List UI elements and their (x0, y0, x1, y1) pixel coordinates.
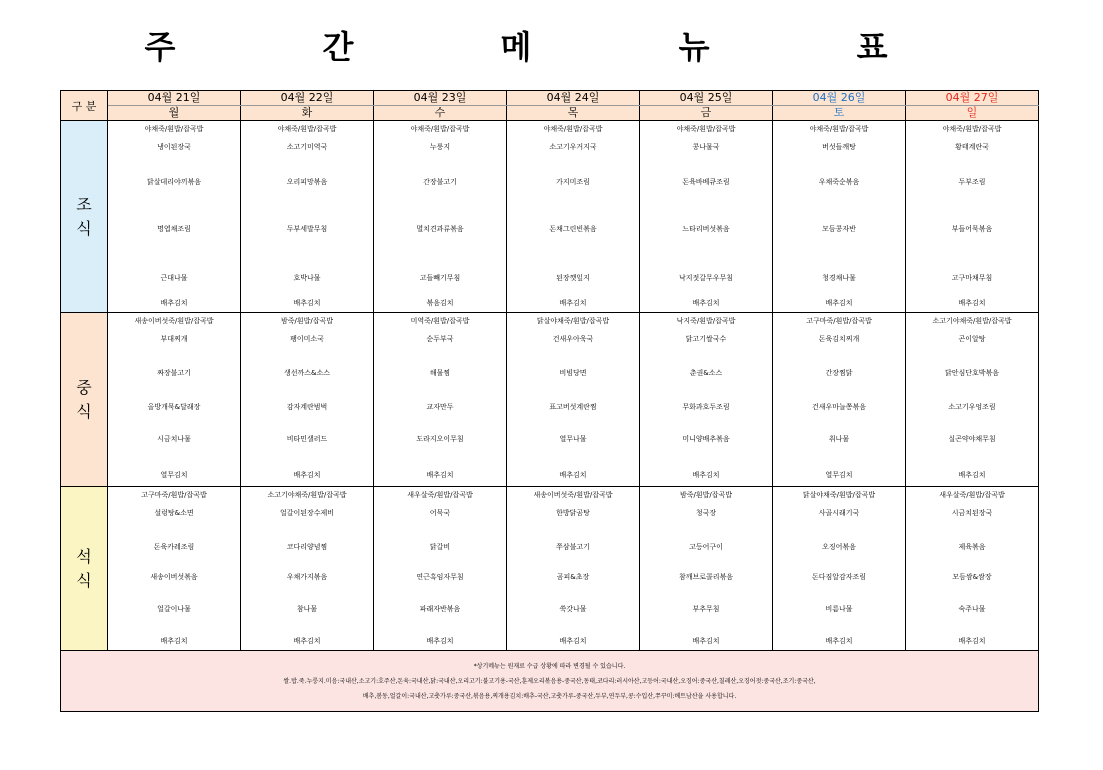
menu-item: 부추무침 (692, 605, 720, 613)
menu-item: 교자만두 (426, 403, 454, 411)
menu-item: 사골시래기국 (818, 509, 860, 517)
dinner-day-4-cell (507, 487, 640, 651)
menu-item: 간장찜닭 (825, 369, 853, 377)
header-weekday-2: 화 (241, 106, 374, 121)
menu-item: 볶음김치 (426, 299, 454, 307)
menu-item: 표고버섯계란찜 (549, 403, 597, 411)
breakfast-day-5-cell (640, 121, 773, 313)
menu-item: 청경채나물 (822, 274, 856, 282)
header-date-3: 04월 23일 (374, 91, 507, 106)
menu-item: 설렁탕&소면 (154, 509, 194, 517)
menu-item: 새송이버섯죽/흰밥/잡곡밥 (134, 317, 214, 325)
footer-line1: *상기메뉴는 원재료 수급 상황에 따라 변경될 수 있습니다. (473, 662, 626, 670)
header-date-5: 04월 25일 (640, 91, 773, 106)
breakfast-label (61, 121, 108, 313)
menu-item: 숙주나물 (958, 605, 986, 613)
origin-notice (61, 651, 1039, 712)
menu-item: 돈육바베큐조림 (682, 178, 730, 186)
menu-item: 도라지오이무침 (416, 435, 464, 443)
menu-item: 부들어묵볶음 (951, 225, 993, 233)
menu-item: 연근흑임자무침 (416, 573, 464, 581)
menu-item: 밤죽/흰밥/잡곡밥 (679, 491, 733, 499)
header-weekday-4: 목 (507, 106, 640, 121)
menu-item: 두부세발무침 (286, 225, 328, 233)
menu-item: 배추김치 (958, 637, 986, 645)
header-weekday-5: 금 (640, 106, 773, 121)
lunch-day-5-cell (640, 313, 773, 487)
breakfast-row (61, 121, 1039, 313)
menu-item: 된장깻잎지 (556, 274, 590, 282)
menu-item: 냉이된장국 (157, 143, 191, 151)
menu-item: 배추김치 (559, 471, 587, 479)
menu-item: 곤이알탕 (958, 335, 986, 343)
menu-item: 돈육카레조림 (153, 543, 195, 551)
menu-item: 배추김치 (559, 299, 587, 307)
menu-item: 돈채그린빈볶음 (549, 225, 597, 233)
menu-item: 야채죽/흰밥/잡곡밥 (942, 125, 1002, 133)
breakfast-day-4-cell (507, 121, 640, 313)
menu-item: 건새우마늘쫑볶음 (811, 403, 867, 411)
menu-item: 소고기야채죽/흰밥/잡곡밥 (267, 491, 347, 499)
menu-item: 미니양배추볶음 (682, 435, 730, 443)
menu-item: 닭살야채죽/흰밥/잡곡밥 (802, 491, 876, 499)
header-date-6: 04월 26일 (773, 91, 906, 106)
menu-item: 올방개묵&달래장 (147, 403, 201, 411)
menu-item: 무화과호두조림 (682, 403, 730, 411)
menu-item: 누룽지 (429, 143, 451, 151)
lunch-label (61, 313, 108, 487)
lunch-row (61, 313, 1039, 487)
dinner-day-3-cell (374, 487, 507, 651)
page-title: 주 간 메 뉴 표 (144, 28, 956, 66)
menu-item: 고들빼기무침 (419, 274, 461, 282)
lunch-label-char: 중 (76, 377, 92, 397)
menu-item: 시금치된장국 (951, 509, 993, 517)
menu-item: 야채죽/흰밥/잡곡밥 (676, 125, 736, 133)
menu-item: 감자계란범벅 (286, 403, 328, 411)
breakfast-label-char: 조 (76, 194, 92, 214)
header-weekday-6: 토 (773, 106, 906, 121)
header-day-row (61, 106, 1039, 121)
lunch-day-4-cell (507, 313, 640, 487)
dinner-day-2-cell (241, 487, 374, 651)
menu-item: 새우살죽/흰밥/잡곡밥 (407, 491, 473, 499)
menu-item: 생선까스&소스 (283, 369, 331, 377)
menu-item: 순두부국 (426, 335, 454, 343)
menu-item: 쭈삼불고기 (556, 543, 590, 551)
menu-item: 열무김치 (825, 471, 853, 479)
menu-item: 배추김치 (559, 637, 587, 645)
menu-item: 비빔당면 (559, 369, 587, 377)
menu-item: 가지미조림 (556, 178, 590, 186)
menu-item: 새송이버섯죽/흰밥/잡곡밥 (533, 491, 613, 499)
breakfast-day-3-cell (374, 121, 507, 313)
menu-item: 호박나물 (293, 274, 321, 282)
menu-item: 열무나물 (559, 435, 587, 443)
menu-item: 시금치나물 (157, 435, 191, 443)
header-date-4: 04월 24일 (507, 91, 640, 106)
menu-item: 배추김치 (958, 471, 986, 479)
menu-item: 우채가지볶음 (286, 573, 328, 581)
menu-item: 모듬쌈&쌈장 (952, 573, 992, 581)
menu-item: 해물찜 (429, 369, 451, 377)
lunch-day-1-cell (108, 313, 241, 487)
menu-item: 열무김치 (160, 471, 188, 479)
menu-item: 배추김치 (293, 471, 321, 479)
breakfast-day-7-cell (906, 121, 1039, 313)
menu-item: 야채죽/흰밥/잡곡밥 (809, 125, 869, 133)
menu-item: 소고기우거지국 (549, 143, 597, 151)
dinner-label-char: 석 (76, 546, 92, 566)
lunch-day-2-cell (241, 313, 374, 487)
menu-item: 우채죽순볶음 (818, 178, 860, 186)
menu-item: 고구마죽/흰밥/잡곡밥 (806, 317, 872, 325)
menu-item: 돈육김치찌개 (818, 335, 860, 343)
menu-item: 춘권&소스 (689, 369, 723, 377)
footer-row (61, 651, 1039, 712)
footer-line2: 쌀.밥.죽.누룽지.미음:국내산,소고기:호주산,돈육:국내산,닭:국내산,오리고기:불고기용-국산,훈제오리볶음용-중국산,동태,코다리:러시아산,고등어:국내산,오징어:중국산,칠레산,오징어젓:중국산,조기:중국산, (283, 677, 816, 685)
menu-item: 닭고기쌀국수 (685, 335, 727, 343)
dinner-day-5-cell (640, 487, 773, 651)
menu-item: 배추김치 (825, 637, 853, 645)
menu-item: 고구마죽/흰밥/잡곡밥 (141, 491, 207, 499)
menu-item: 야채죽/흰밥/잡곡밥 (410, 125, 470, 133)
lunch-day-6-cell (773, 313, 906, 487)
menu-item: 얼갈이나물 (157, 605, 191, 613)
menu-item: 야채죽/흰밥/잡곡밥 (144, 125, 204, 133)
header-date-7: 04월 27일 (906, 91, 1039, 106)
lunch-day-7-cell (906, 313, 1039, 487)
weekly-menu-table (60, 90, 1039, 712)
menu-item: 밤죽/흰밥/잡곡밥 (280, 317, 334, 325)
menu-item: 오리피망볶음 (286, 178, 328, 186)
header-date-row (61, 91, 1039, 106)
menu-item: 돈다짐알감자조림 (811, 573, 867, 581)
menu-item: 고구마채무침 (951, 274, 993, 282)
menu-item: 곰피&초장 (556, 573, 590, 581)
menu-item: 콩나물국 (692, 143, 720, 151)
menu-item: 느타리버섯볶음 (682, 225, 730, 233)
dinner-day-6-cell (773, 487, 906, 651)
menu-item: 배추김치 (160, 299, 188, 307)
menu-item: 새우살죽/흰밥/잡곡밥 (939, 491, 1005, 499)
breakfast-day-1-cell (108, 121, 241, 313)
menu-item: 버섯들깨탕 (822, 143, 856, 151)
menu-item: 낙지죽/흰밥/잡곡밥 (676, 317, 736, 325)
menu-item: 취나물 (828, 435, 850, 443)
gubun-header: 구 분 (61, 91, 108, 121)
header-date-2: 04월 22일 (241, 91, 374, 106)
dinner-label (61, 487, 108, 651)
lunch-label-char: 식 (76, 401, 92, 421)
menu-item: 제육볶음 (958, 543, 986, 551)
breakfast-day-2-cell (241, 121, 374, 313)
header-date-1: 04월 21일 (108, 91, 241, 106)
breakfast-label-char: 식 (76, 218, 92, 238)
menu-item: 배추김치 (825, 299, 853, 307)
menu-item: 낙지젓갈무우무침 (678, 274, 734, 282)
menu-item: 파래자반볶음 (419, 605, 461, 613)
menu-item: 모듬콩자반 (822, 225, 856, 233)
menu-item: 팽이미소국 (290, 335, 324, 343)
menu-item: 닭안심단호박볶음 (944, 369, 1000, 377)
menu-item: 미역죽/흰밥/잡곡밥 (410, 317, 470, 325)
menu-item: 소고기우엉조림 (948, 403, 996, 411)
menu-item: 코다리양념찜 (286, 543, 328, 551)
menu-item: 참나물 (296, 605, 318, 613)
menu-item: 멸치견과류볶음 (416, 225, 464, 233)
menu-item: 청국장 (695, 509, 717, 517)
dinner-row (61, 487, 1039, 651)
menu-item: 근대나물 (160, 274, 188, 282)
menu-item: 새송이버섯볶음 (150, 573, 198, 581)
header-weekday-1: 월 (108, 106, 241, 121)
menu-item: 소고기야채죽/흰밥/잡곡밥 (932, 317, 1012, 325)
menu-item: 배추김치 (958, 299, 986, 307)
menu-item: 고등어구이 (689, 543, 723, 551)
menu-item: 배추김치 (426, 637, 454, 645)
menu-item: 비름나물 (825, 605, 853, 613)
header-weekday-7: 일 (906, 106, 1039, 121)
menu-item: 짜장불고기 (157, 369, 191, 377)
menu-item: 닭살데리야끼볶음 (146, 178, 202, 186)
menu-item: 배추김치 (293, 637, 321, 645)
footer-line3: 배추,봄동,얼갈이:국내산,고춧가루:중국산,볶음용,찌개용김치:배추-국산,고춧가루-중국산,두부,연두부,콩:수입산,쭈꾸미:베트남산을 사용합니다. (362, 692, 737, 700)
menu-item: 참깨브로콜리볶음 (678, 573, 734, 581)
menu-item: 부대찌개 (160, 335, 188, 343)
menu-item: 야채죽/흰밥/잡곡밥 (543, 125, 603, 133)
menu-item: 건새우아욱국 (552, 335, 594, 343)
menu-item: 쑥갓나물 (559, 605, 587, 613)
breakfast-day-6-cell (773, 121, 906, 313)
menu-item: 배추김치 (293, 299, 321, 307)
lunch-day-3-cell (374, 313, 507, 487)
menu-item: 황태계란국 (955, 143, 989, 151)
dinner-label-char: 식 (76, 570, 92, 590)
menu-item: 한방닭곰탕 (556, 509, 590, 517)
dinner-day-7-cell (906, 487, 1039, 651)
menu-item: 배추김치 (426, 471, 454, 479)
menu-item: 어묵국 (429, 509, 451, 517)
dinner-day-1-cell (108, 487, 241, 651)
menu-item: 닭갈비 (429, 543, 451, 551)
menu-item: 두부조림 (958, 178, 986, 186)
menu-item: 배추김치 (692, 637, 720, 645)
menu-item: 실곤약야채무침 (948, 435, 996, 443)
menu-item: 얼갈이된장수제비 (279, 509, 335, 517)
menu-item: 배추김치 (692, 299, 720, 307)
menu-item: 배추김치 (160, 637, 188, 645)
header-weekday-3: 수 (374, 106, 507, 121)
menu-item: 소고기미역국 (286, 143, 328, 151)
menu-item: 명엽채조림 (157, 225, 191, 233)
menu-item: 배추김치 (692, 471, 720, 479)
menu-item: 닭살야채죽/흰밥/잡곡밥 (536, 317, 610, 325)
menu-item: 오징어볶음 (822, 543, 856, 551)
menu-item: 야채죽/흰밥/잡곡밥 (277, 125, 337, 133)
menu-item: 비타민샐러드 (286, 435, 328, 443)
menu-item: 간장불고기 (423, 178, 457, 186)
